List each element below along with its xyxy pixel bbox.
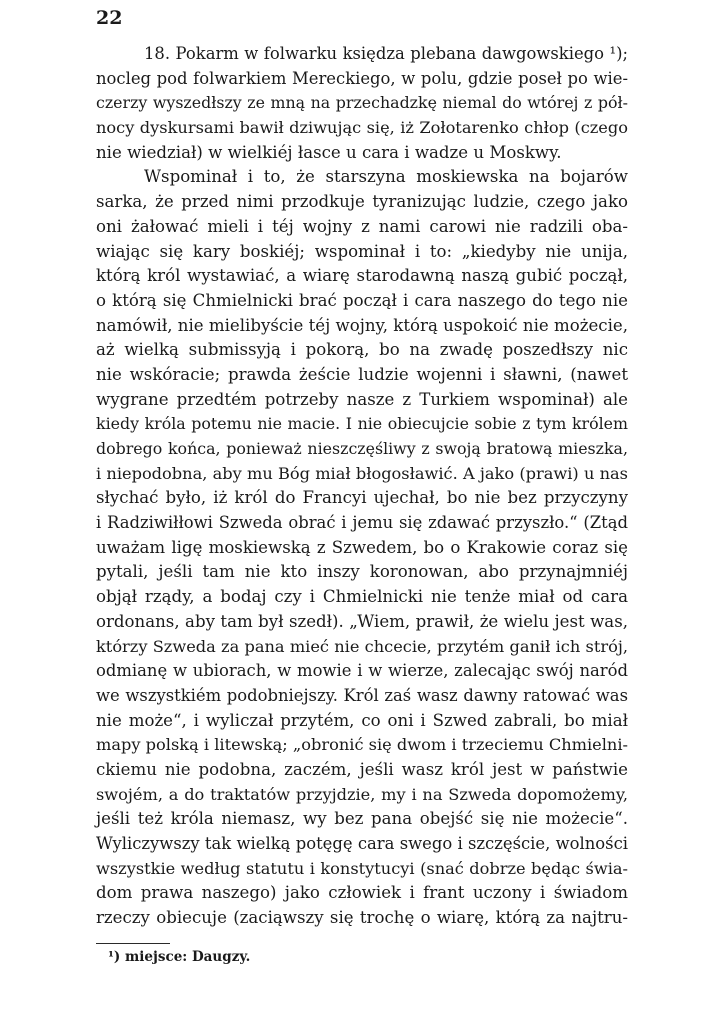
- text-line: Wspominał i to, że starszyna moskiewska na bojarów: [144, 167, 628, 187]
- text-line: wszystkie według statutu i konstytucyi (snać dobrze będąc świa-: [96, 858, 628, 878]
- text-line: dobrego końca, ponieważ nieszczęśliwy z swoją bratową mieszka,: [96, 439, 628, 458]
- text-line: nie wiedział) w wielkiéj łasce u cara i wadze u Moskwy.: [96, 142, 562, 162]
- text-line: mapy polską i litewską; „obronić się dwom i trzeciemu Chmielni-: [96, 735, 628, 755]
- text-line: odmianę w ubiorach, w mowie i w wierze, zalecając swój naród: [96, 661, 628, 681]
- page-number: 22: [96, 7, 123, 29]
- text-line: aż wielką submissyją i pokorą, bo na zwadę poszedłszy nic: [96, 340, 628, 360]
- text-line: o którą się Chmielnicki brać począł i cara naszego do tego nie: [96, 290, 628, 310]
- text-line: kiedy króla potemu nie macie. I nie obiecujcie sobie z tym królem: [96, 414, 628, 434]
- text-line: wiając się kary boskiéj; wspominał i to: „kiedyby nie unija,: [96, 241, 628, 261]
- footnote: ¹) miejsce: Daugzy.: [108, 949, 251, 965]
- text-line: ordonans, aby tam był szedł). „Wiem, prawił, że wielu jest was,: [96, 611, 628, 631]
- text-line: i Radziwiłłowi Szweda obrać i jemu się zdawać przyszło.“ (Ztąd: [96, 513, 628, 533]
- text-line: i niepodobna, aby mu Bóg miał błogosławić. A jako (prawi) u nas: [96, 463, 628, 483]
- text-line: oni żałować mieli i téj wojny z nami carowi nie radzili oba-: [96, 216, 628, 236]
- text-line: wygrane przedtém potrzeby nasze z Turkiem wspominał) ale: [96, 389, 628, 409]
- text-line: jeśli też króla niemasz, wy bez pana obejść się nie możecie“.: [96, 809, 628, 829]
- text-line: którą król wystawiać, a wiarę starodawną naszą gubić począł,: [96, 266, 628, 286]
- text-line: którzy Szweda za pana mieć nie chcecie, przytém ganił ich strój,: [96, 636, 628, 656]
- text-line: ckiemu nie podobna, zaczém, jeśli wasz król jest w państwie: [96, 759, 628, 779]
- text-line: sarka, że przed nimi przodkuje tyranizując ludzie, czego jako: [96, 192, 628, 212]
- text-line: nocleg pod folwarkiem Mereckiego, w polu, gdzie poseł po wie-: [96, 68, 628, 88]
- body-text: [96, 42, 628, 931]
- text-line: objął rządy, a bodaj czy i Chmielnicki nie tenże miał od cara: [96, 587, 628, 607]
- text-line: swojém, a do traktatów przyjdzie, my i na Szweda dopomożemy,: [96, 784, 628, 804]
- text-line: dom prawa naszego) jako człowiek i frant uczony i świadom: [96, 883, 628, 903]
- text-line: 18. Pokarm w folwarku księdza plebana dawgowskiego ¹);: [144, 44, 628, 63]
- text-line: namówił, nie mielibyście téj wojny, którą uspokoić nie możecie,: [96, 315, 628, 335]
- text-line: nie wskóracie; prawda żeście ludzie wojenni i sławni, (nawet: [96, 364, 628, 384]
- text-line: uważam ligę moskiewską z Szwedem, bo o Krakowie coraz się: [96, 537, 628, 557]
- text-line: we wszystkiém podobniejszy. Król zaś wasz dawny ratować was: [96, 685, 628, 705]
- text-line: nocy dyskursami bawił dziwując się, iż Zołotarenko chłop (czego: [96, 118, 628, 138]
- text-line: Wyliczywszy tak wielką potęgę cara swego i szczęście, wolności: [96, 834, 628, 853]
- text-line: rzeczy obiecuje (zaciąwszy się trochę o wiarę, którą za najtru-: [96, 908, 628, 928]
- text-line: słychać było, iż król do Francyi ujechał, bo nie bez przyczyny: [96, 488, 628, 508]
- footnote-divider: [96, 943, 170, 944]
- text-line: czerzy wyszedłszy ze mną na przechadzkę niemal do wtórej z pół-: [96, 93, 628, 113]
- text-line: nie może“, i wyliczał przytém, co oni i Szwed zabrali, bo miał: [96, 710, 628, 730]
- text-line: pytali, jeśli tam nie kto inszy koronowan, abo przynajmniéj: [96, 562, 628, 582]
